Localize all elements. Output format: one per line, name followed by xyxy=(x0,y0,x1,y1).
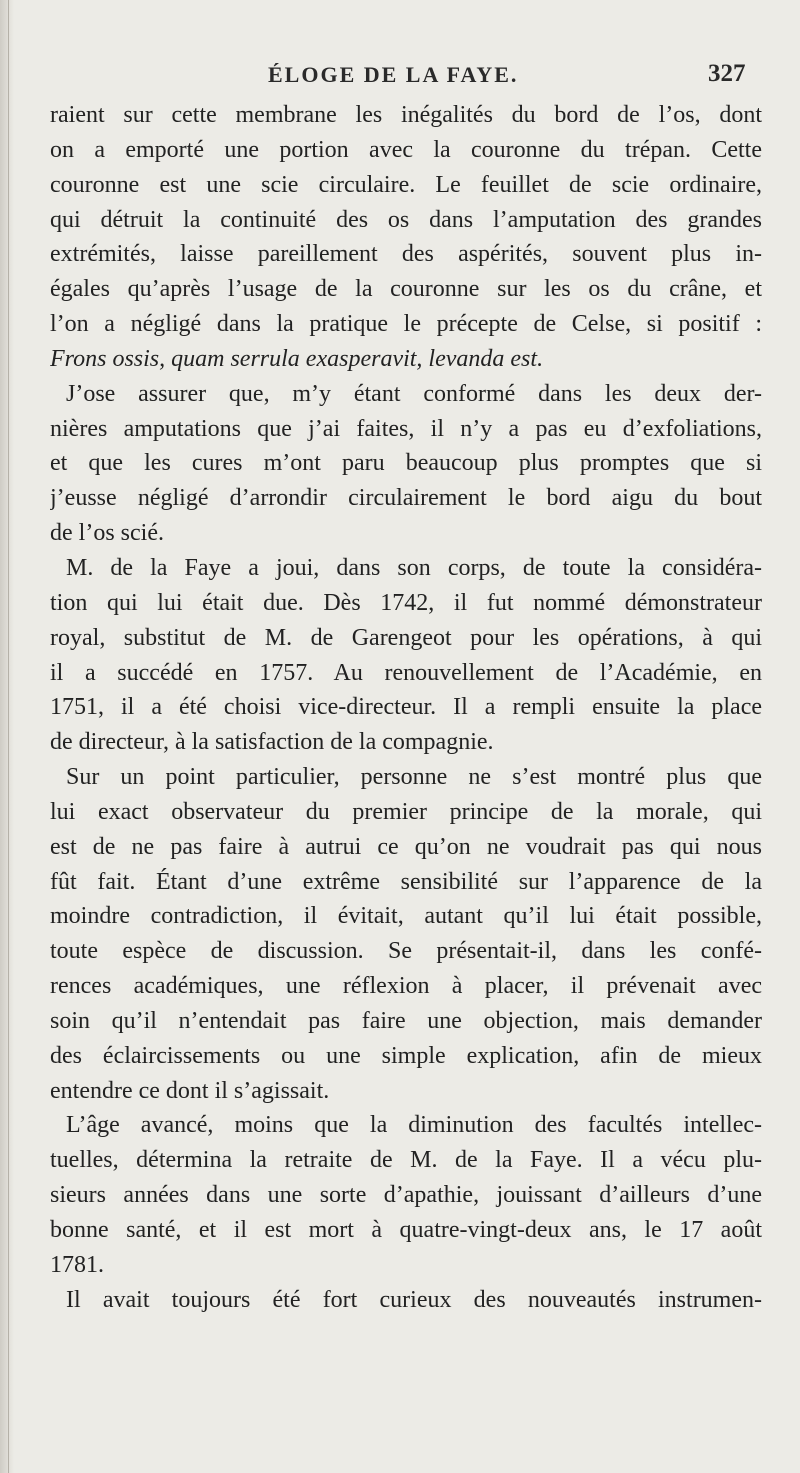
text-line: des éclaircissements ou une simple explication, afin de mieux xyxy=(50,1042,762,1069)
text-line: Sur un point particulier, personne ne s’est montré plus que xyxy=(66,764,762,791)
text-line: sieurs années dans une sorte d’apathie, jouissant d’ailleurs d’une xyxy=(50,1182,762,1209)
text-line: égales qu’après l’usage de la couronne sur les os du crâne, et xyxy=(50,276,762,303)
text-line: bonne santé, et il est mort à quatre-vingt-deux ans, le 17 août xyxy=(50,1217,762,1243)
body-text xyxy=(50,98,762,1318)
text-line: extrémités, laisse pareillement des aspérités, souvent plus in- xyxy=(50,241,762,268)
text-line: entendre ce dont il s’agissait. xyxy=(50,1077,330,1104)
binding-edge xyxy=(8,0,9,1473)
running-title: ÉLOGE DE LA FAYE. xyxy=(268,62,519,87)
text-line: tion qui lui était due. Dès 1742, il fut nommé démonstrateur xyxy=(50,589,762,616)
text-line: moindre contradiction, il évitait, autant qu’il lui était possible, xyxy=(50,903,762,930)
text-line: toute espèce de discussion. Se présentait-il, dans les confé- xyxy=(50,938,762,965)
binding-shadow xyxy=(0,0,14,1473)
text-line: nières amputations que j’ai faites, il n’y a pas eu d’exfoliations, xyxy=(50,415,762,442)
text-line: de directeur, à la satisfaction de la compagnie. xyxy=(50,729,494,756)
text-line: il a succédé en 1757. Au renouvellement de l’Académie, en xyxy=(50,659,762,686)
text-line: lui exact observateur du premier principe de la morale, qui xyxy=(50,798,762,825)
page-number: 327 xyxy=(708,60,746,87)
text-line: tuelles, détermina la retraite de M. de la Faye. Il a vécu plu- xyxy=(50,1147,762,1174)
text-line: 1751, il a été choisi vice-directeur. Il a rempli ensuite la place xyxy=(50,694,762,721)
text-line: est de ne pas faire à autrui ce qu’on ne voudrait pas qui nous xyxy=(50,833,762,860)
text-line: L’âge avancé, moins que la diminution des facultés intellec- xyxy=(66,1112,762,1139)
text-line: qui détruit la continuité des os dans l’amputation des grandes xyxy=(50,206,762,233)
text-line: 1781. xyxy=(50,1251,104,1278)
text-line: et que les cures m’ont paru beaucoup plus promptes que si xyxy=(50,450,762,477)
text-line: raient sur cette membrane les inégalités du bord de l’os, dont xyxy=(50,102,762,128)
text-line: J’ose assurer que, m’y étant conformé dans les deux der- xyxy=(66,380,762,407)
text-line: soin qu’il n’entendait pas faire une objection, mais demander xyxy=(50,1007,762,1034)
text-line: couronne est une scie circulaire. Le feuillet de scie ordinaire, xyxy=(50,171,762,198)
text-line: l’on a négligé dans la pratique le précepte de Celse, si positif : xyxy=(50,311,762,338)
text-line: royal, substitut de M. de Garengeot pour les opérations, à qui xyxy=(50,624,762,651)
text-line: fût fait. Étant d’une extrême sensibilité sur l’apparence de la xyxy=(50,868,762,895)
text-line: M. de la Faye a joui, dans son corps, de toute la considéra- xyxy=(66,554,762,581)
text-line: Il avait toujours été fort curieux des nouveautés instrumen- xyxy=(66,1286,762,1313)
text-line: j’eusse négligé d’arrondir circulairement le bord aigu du bout xyxy=(50,485,762,512)
text-line: de l’os scié. xyxy=(50,520,164,547)
text-line: rences académiques, une réflexion à placer, il prévenait avec xyxy=(50,973,762,1000)
latin-quotation: Frons ossis, quam serrula exasperavit, levanda est. xyxy=(50,345,544,372)
text-line: on a emporté une portion avec la couronne du trépan. Cette xyxy=(50,136,762,163)
